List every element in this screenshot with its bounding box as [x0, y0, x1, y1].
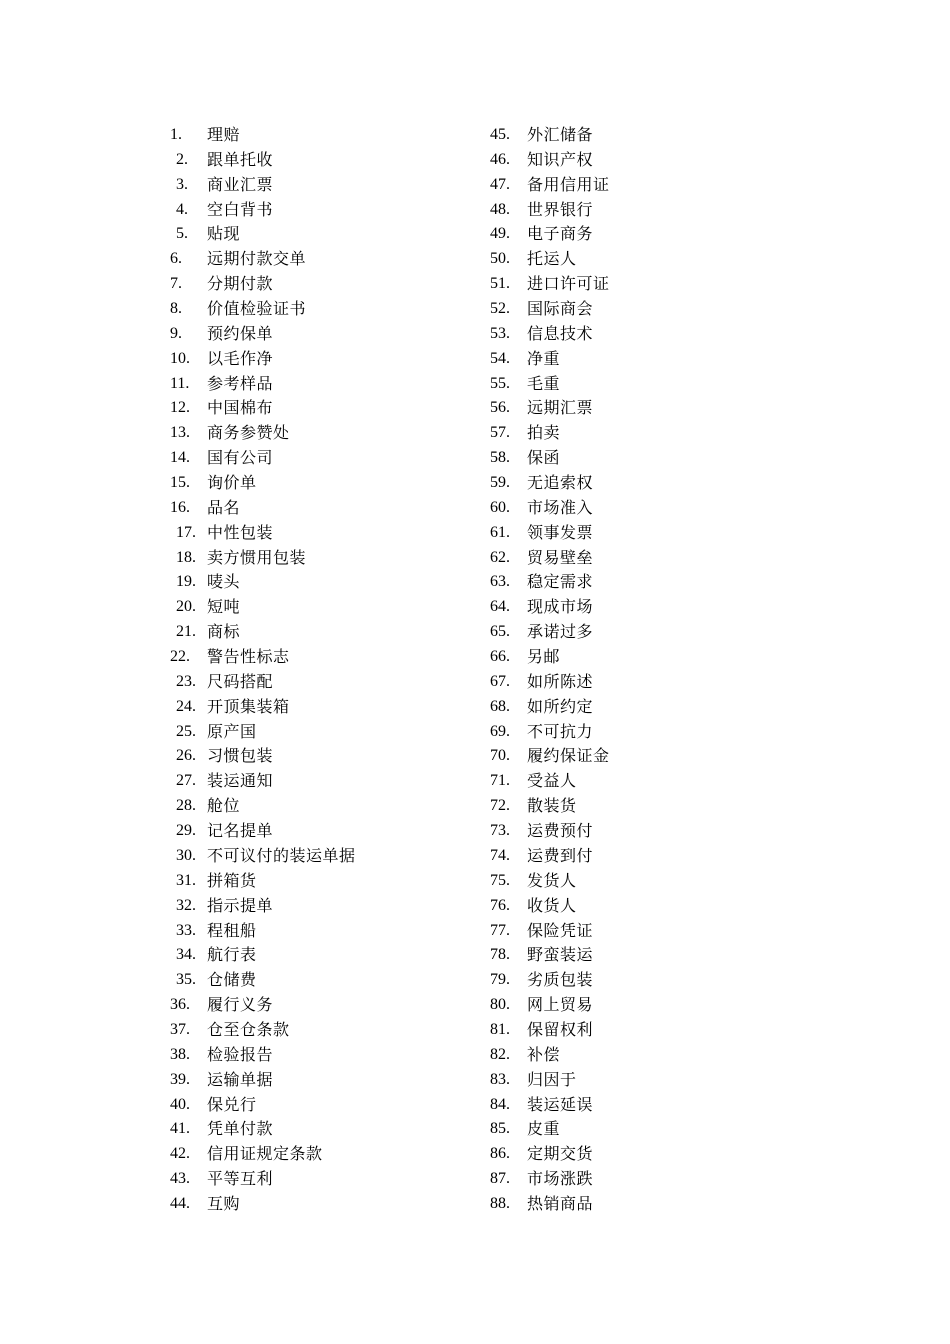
list-item	[490, 1068, 810, 1093]
item-term: 记名提单	[207, 821, 274, 841]
item-number: 55.	[490, 374, 510, 392]
item-number: 19.	[176, 573, 196, 591]
list-item	[170, 595, 490, 620]
item-term: 托运人	[527, 249, 577, 269]
item-number: 33.	[176, 921, 196, 939]
item-term: 电子商务	[527, 224, 594, 244]
item-term: 信用证规定条款	[207, 1144, 323, 1164]
list-item	[490, 943, 810, 968]
item-term: 价值检验证书	[207, 299, 307, 319]
list-item	[170, 720, 490, 745]
list-item	[490, 546, 810, 571]
item-number: 83.	[490, 1070, 510, 1088]
item-number: 79.	[490, 971, 510, 989]
item-number: 86.	[490, 1145, 510, 1163]
item-term: 市场涨跌	[527, 1169, 594, 1189]
item-term: 无追索权	[527, 473, 594, 493]
item-term: 不可议付的装运单据	[207, 845, 356, 865]
item-term: 补偿	[527, 1044, 561, 1064]
item-number: 71.	[490, 772, 510, 790]
list-item	[170, 546, 490, 571]
list-item	[490, 446, 810, 471]
item-number: 80.	[490, 996, 510, 1014]
list-item	[170, 471, 490, 496]
item-term: 仓储费	[207, 970, 257, 990]
item-term: 贸易壁垒	[527, 547, 594, 567]
list-item	[490, 521, 810, 546]
list-item	[170, 670, 490, 695]
item-term: 询价单	[207, 473, 257, 493]
item-term: 互购	[207, 1193, 241, 1213]
list-item	[170, 272, 490, 297]
item-number: 32.	[176, 896, 196, 914]
list-item	[170, 645, 490, 670]
item-term: 尺码搭配	[207, 671, 274, 691]
item-number: 64.	[490, 598, 510, 616]
item-term: 商标	[207, 622, 241, 642]
item-term: 如所陈述	[527, 671, 594, 691]
item-number: 36.	[170, 996, 190, 1014]
item-number: 46.	[490, 150, 510, 168]
list-item	[490, 844, 810, 869]
item-term: 卖方惯用包装	[207, 547, 307, 567]
item-number: 31.	[176, 871, 196, 889]
item-number: 74.	[490, 846, 510, 864]
item-term: 舱位	[207, 796, 241, 816]
item-number: 21.	[176, 623, 196, 641]
item-term: 热销商品	[527, 1193, 594, 1213]
list-item	[490, 1093, 810, 1118]
item-number: 77.	[490, 921, 510, 939]
item-number: 43.	[170, 1170, 190, 1188]
item-number: 52.	[490, 300, 510, 318]
item-number: 16.	[170, 498, 190, 516]
list-item	[490, 1192, 810, 1217]
item-number: 28.	[176, 797, 196, 815]
item-term: 原产国	[207, 721, 257, 741]
item-term: 如所约定	[527, 696, 594, 716]
list-item	[490, 471, 810, 496]
item-number: 68.	[490, 697, 510, 715]
item-term: 预约保单	[207, 323, 274, 343]
item-number: 85.	[490, 1120, 510, 1138]
item-term: 中国棉布	[207, 398, 274, 418]
item-term: 履行义务	[207, 995, 274, 1015]
item-number: 69.	[490, 722, 510, 740]
item-term: 短吨	[207, 597, 241, 617]
list-item	[490, 894, 810, 919]
item-term: 保留权利	[527, 1019, 594, 1039]
list-item	[170, 1093, 490, 1118]
item-term: 劣质包装	[527, 970, 594, 990]
list-item	[170, 222, 490, 247]
item-number: 60.	[490, 498, 510, 516]
item-term: 备用信用证	[527, 174, 610, 194]
list-item	[170, 322, 490, 347]
list-item	[490, 1018, 810, 1043]
list-item	[490, 1117, 810, 1142]
list-item	[170, 148, 490, 173]
item-number: 53.	[490, 324, 510, 342]
item-number: 76.	[490, 896, 510, 914]
list-item	[490, 570, 810, 595]
list-item	[170, 894, 490, 919]
item-number: 22.	[170, 648, 190, 666]
list-item	[490, 272, 810, 297]
item-number: 54.	[490, 349, 510, 367]
item-term: 另邮	[527, 647, 561, 667]
list-item	[490, 819, 810, 844]
list-item	[490, 148, 810, 173]
item-number: 27.	[176, 772, 196, 790]
list-item	[170, 347, 490, 372]
item-number: 3.	[176, 175, 188, 193]
item-term: 理赔	[207, 125, 241, 144]
term-list-right	[490, 123, 810, 1217]
item-number: 38.	[170, 1045, 190, 1063]
list-item	[170, 943, 490, 968]
item-number: 51.	[490, 275, 510, 293]
item-number: 30.	[176, 846, 196, 864]
item-number: 13.	[170, 424, 190, 442]
list-item	[490, 720, 810, 745]
item-number: 35.	[176, 971, 196, 989]
item-number: 87.	[490, 1170, 510, 1188]
item-term: 开顶集装箱	[207, 696, 290, 716]
item-term: 远期付款交单	[207, 249, 307, 269]
item-number: 8.	[170, 300, 182, 318]
list-item	[170, 247, 490, 272]
item-term: 分期付款	[207, 274, 274, 294]
item-term: 市场准入	[527, 497, 594, 517]
item-term: 保兑行	[207, 1094, 257, 1114]
item-term: 拍卖	[527, 423, 561, 443]
list-item	[170, 372, 490, 397]
list-item	[170, 297, 490, 322]
item-number: 48.	[490, 200, 510, 218]
list-item	[170, 173, 490, 198]
item-number: 44.	[170, 1194, 190, 1212]
list-item	[490, 869, 810, 894]
list-item	[170, 570, 490, 595]
item-term: 稳定需求	[527, 572, 594, 592]
item-number: 4.	[176, 200, 188, 218]
list-item	[490, 198, 810, 223]
list-item	[490, 695, 810, 720]
list-item	[170, 1167, 490, 1192]
item-term: 领事发票	[527, 522, 594, 542]
list-item	[490, 123, 810, 148]
list-item	[490, 744, 810, 769]
item-term: 毛重	[527, 373, 561, 393]
item-term: 皮重	[527, 1119, 561, 1139]
item-number: 6.	[170, 250, 182, 268]
item-term: 商业汇票	[207, 174, 274, 194]
item-number: 34.	[176, 946, 196, 964]
item-number: 12.	[170, 399, 190, 417]
item-number: 9.	[170, 324, 182, 342]
list-item	[490, 794, 810, 819]
item-term: 国际商会	[527, 299, 594, 319]
item-number: 63.	[490, 573, 510, 591]
item-term: 运输单据	[207, 1069, 274, 1089]
list-item	[490, 769, 810, 794]
item-number: 67.	[490, 672, 510, 690]
item-term: 商务参赞处	[207, 423, 290, 443]
item-number: 58.	[490, 449, 510, 467]
item-term: 唛头	[207, 572, 241, 592]
list-item	[170, 1142, 490, 1167]
item-term: 装运通知	[207, 771, 274, 791]
item-number: 1.	[170, 126, 182, 143]
item-term: 野蛮装运	[527, 945, 594, 965]
item-number: 61.	[490, 523, 510, 541]
item-number: 24.	[176, 697, 196, 715]
item-term: 不可抗力	[527, 721, 594, 741]
list-item	[490, 645, 810, 670]
item-number: 25.	[176, 722, 196, 740]
item-number: 18.	[176, 548, 196, 566]
item-term: 贴现	[207, 224, 241, 244]
item-number: 42.	[170, 1145, 190, 1163]
item-number: 49.	[490, 225, 510, 243]
item-number: 39.	[170, 1070, 190, 1088]
list-item	[170, 1018, 490, 1043]
item-term: 警告性标志	[207, 647, 290, 667]
item-term: 参考样品	[207, 373, 274, 393]
item-number: 14.	[170, 449, 190, 467]
list-item	[170, 844, 490, 869]
list-item	[490, 670, 810, 695]
list-item	[490, 1142, 810, 1167]
item-number: 41.	[170, 1120, 190, 1138]
item-number: 45.	[490, 126, 510, 143]
item-number: 59.	[490, 474, 510, 492]
item-term: 习惯包装	[207, 746, 274, 766]
item-number: 72.	[490, 797, 510, 815]
list-item	[490, 421, 810, 446]
item-number: 78.	[490, 946, 510, 964]
item-term: 航行表	[207, 945, 257, 965]
list-item	[490, 322, 810, 347]
item-term: 检验报告	[207, 1044, 274, 1064]
item-number: 10.	[170, 349, 190, 367]
item-term: 进口许可证	[527, 274, 610, 294]
item-number: 84.	[490, 1095, 510, 1113]
list-item	[490, 496, 810, 521]
item-term: 归因于	[527, 1069, 577, 1089]
item-term: 现成市场	[527, 597, 594, 617]
item-term: 保函	[527, 448, 561, 468]
list-item	[490, 919, 810, 944]
list-item	[170, 819, 490, 844]
item-number: 82.	[490, 1045, 510, 1063]
item-number: 15.	[170, 474, 190, 492]
list-item	[490, 1167, 810, 1192]
item-number: 50.	[490, 250, 510, 268]
list-item	[170, 919, 490, 944]
list-item	[490, 396, 810, 421]
list-item	[170, 198, 490, 223]
item-term: 运费到付	[527, 845, 594, 865]
list-item	[170, 620, 490, 645]
item-term: 指示提单	[207, 895, 274, 915]
item-number: 7.	[170, 275, 182, 293]
item-number: 81.	[490, 1020, 510, 1038]
item-number: 40.	[170, 1095, 190, 1113]
list-item	[170, 1192, 490, 1217]
item-number: 47.	[490, 175, 510, 193]
item-number: 5.	[176, 225, 188, 243]
item-number: 37.	[170, 1020, 190, 1038]
list-item	[170, 446, 490, 471]
item-term: 运费预付	[527, 821, 594, 841]
list-item	[170, 1117, 490, 1142]
item-term: 外汇储备	[527, 125, 594, 144]
list-item	[170, 521, 490, 546]
list-item	[170, 794, 490, 819]
item-term: 跟单托收	[207, 149, 274, 169]
list-item	[490, 620, 810, 645]
item-number: 88.	[490, 1194, 510, 1212]
item-number: 11.	[170, 374, 190, 392]
list-item	[490, 247, 810, 272]
list-item	[490, 968, 810, 993]
item-term: 受益人	[527, 771, 577, 791]
list-item	[170, 869, 490, 894]
item-number: 29.	[176, 822, 196, 840]
item-term: 承诺过多	[527, 622, 594, 642]
list-item	[170, 744, 490, 769]
list-item	[170, 769, 490, 794]
item-number: 57.	[490, 424, 510, 442]
item-term: 发货人	[527, 870, 577, 890]
item-term: 拼箱货	[207, 870, 257, 890]
item-number: 23.	[176, 672, 196, 690]
item-number: 73.	[490, 822, 510, 840]
item-term: 国有公司	[207, 448, 274, 468]
item-term: 散装货	[527, 796, 577, 816]
item-term: 世界银行	[527, 199, 594, 219]
list-item	[170, 993, 490, 1018]
list-item	[170, 695, 490, 720]
item-number: 56.	[490, 399, 510, 417]
item-term: 品名	[207, 497, 241, 517]
list-item	[490, 222, 810, 247]
item-term: 网上贸易	[527, 995, 594, 1015]
list-item	[170, 1043, 490, 1068]
list-item	[490, 173, 810, 198]
item-number: 70.	[490, 747, 510, 765]
list-item	[490, 1043, 810, 1068]
item-term: 以毛作净	[207, 348, 274, 368]
item-term: 信息技术	[527, 323, 594, 343]
item-number: 75.	[490, 871, 510, 889]
list-item	[170, 123, 490, 148]
term-list-left	[170, 123, 490, 1217]
item-term: 程租船	[207, 920, 257, 940]
item-term: 保险凭证	[527, 920, 594, 940]
item-term: 装运延误	[527, 1094, 594, 1114]
item-number: 26.	[176, 747, 196, 765]
item-term: 收货人	[527, 895, 577, 915]
item-term: 空白背书	[207, 199, 274, 219]
list-item	[170, 496, 490, 521]
item-term: 净重	[527, 348, 561, 368]
list-item	[170, 396, 490, 421]
item-term: 履约保证金	[527, 746, 610, 766]
item-number: 20.	[176, 598, 196, 616]
item-number: 2.	[176, 150, 188, 168]
item-number: 17.	[176, 523, 196, 541]
item-term: 平等互利	[207, 1169, 274, 1189]
list-item	[490, 372, 810, 397]
list-item	[170, 968, 490, 993]
list-item	[490, 595, 810, 620]
list-item	[490, 993, 810, 1018]
item-term: 仓至仓条款	[207, 1019, 290, 1039]
list-item	[490, 347, 810, 372]
list-item	[170, 421, 490, 446]
item-term: 凭单付款	[207, 1119, 274, 1139]
list-item	[170, 1068, 490, 1093]
item-term: 定期交货	[527, 1144, 594, 1164]
item-number: 65.	[490, 623, 510, 641]
item-term: 远期汇票	[527, 398, 594, 418]
list-item	[490, 297, 810, 322]
item-number: 66.	[490, 648, 510, 666]
item-number: 62.	[490, 548, 510, 566]
item-term: 中性包装	[207, 522, 274, 542]
item-term: 知识产权	[527, 149, 594, 169]
